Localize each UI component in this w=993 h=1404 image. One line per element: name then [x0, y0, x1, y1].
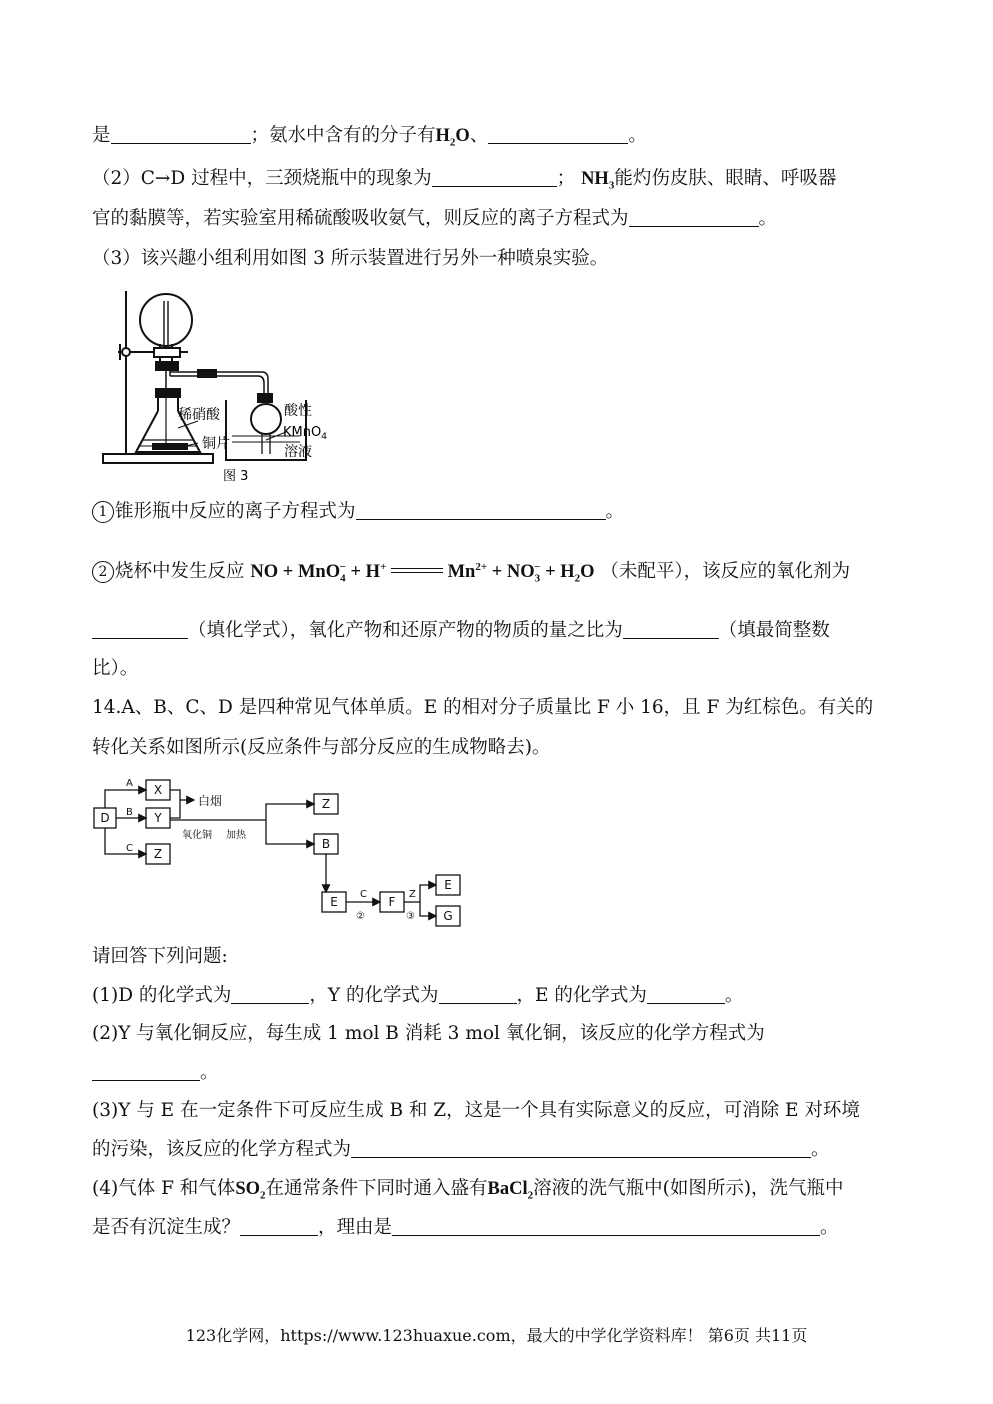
svg-text:A: A [126, 778, 133, 789]
q14-sub3: (3)Y 与 E 在一定条件下可反应生成 B 和 Z，这是一个具有实际意义的反应，可消除 E 对环境 [92, 1100, 860, 1121]
circled-number: 1 [92, 501, 114, 523]
page-footer: 123化学网，https://www.123huaxue.com，最大的中学化学资料库！ 第6页 共11页 [185, 1326, 808, 1345]
q14-conversion-diagram [90, 774, 470, 930]
q14-sub3-line2: 的污染，该反应的化学方程式为 。 [92, 1139, 830, 1160]
answer-blank[interactable] [629, 208, 759, 227]
circled-number: 2 [92, 561, 114, 583]
answer-blank[interactable] [647, 985, 725, 1004]
svg-text:G: G [443, 909, 453, 923]
formula-nh3: $NH_3$ [581, 169, 615, 192]
svg-text:E: E [330, 895, 338, 909]
q13-part3: （3）该兴趣小组利用如图 3 所示装置进行另外一种喷泉实验。 [92, 248, 609, 269]
label-acidic: 酸性 [284, 403, 312, 419]
svg-text:D: D [100, 811, 110, 825]
q14-sub4: (4)气体 F 和气体$SO_2$在通常条件下同时通入盛有BaCl$_2$溶液的洗气瓶中(如图所示)，洗气瓶中 [92, 1178, 844, 1202]
q13-sub2-line3: 比）。 [92, 658, 139, 679]
answer-blank[interactable] [351, 1139, 811, 1158]
q14-line1: 14.A、B、C、D 是四种常见气体单质。E 的相对分子质量比 F 小 16，且 F 为红棕色。有关的 [92, 697, 874, 718]
figure-caption: 图 3 [223, 469, 249, 484]
q13-part2-line1: （2）C→D 过程中，三颈烧瓶中的现象为 ； $NH_3$能灼伤皮肤、眼睛、呼吸器 [92, 168, 837, 192]
svg-text:Y: Y [154, 811, 162, 825]
answer-blank[interactable] [231, 985, 309, 1004]
answer-blank[interactable] [240, 1217, 318, 1236]
label-dilute-nitric-acid: 稀硝酸 [178, 407, 220, 423]
answer-blank[interactable] [439, 985, 517, 1004]
q14-sub2: (2)Y 与氧化铜反应，每生成 1 mol B 消耗 3 mol 氧化铜，该反应的化学方程式为 [92, 1023, 765, 1044]
answer-blank[interactable] [92, 620, 188, 639]
svg-text:X: X [153, 783, 163, 797]
q13-sub2: 2 烧杯中发生反应 NO + MnO$_4$− + H+ $Mn^{2+} + NO_3^- + H_2O$ （未配平），该反应的氧化剂为 [92, 560, 850, 584]
svg-text:E: E [444, 878, 452, 892]
formula-h2o: $H_2O$ [435, 126, 470, 149]
svg-text:加热: 加热 [226, 830, 246, 841]
figure-3-apparatus [98, 286, 348, 486]
q13-part2-line2: 官的黏膜等，若实验室用稀硫酸吸收氨气，则反应的离子方程式为 。 [92, 208, 778, 229]
answer-blank[interactable] [432, 168, 557, 187]
answer-blank[interactable] [488, 125, 628, 144]
svg-text:Z: Z [409, 889, 416, 900]
svg-text:F: F [388, 895, 396, 909]
label-solution: 溶液 [284, 444, 312, 460]
label-kmno4: KMnO$_4$ [283, 425, 327, 442]
svg-text:Z: Z [321, 797, 331, 811]
formula-bacl2: BaCl$_2$ [487, 1179, 534, 1202]
formula-so2: $SO_2$ [235, 1179, 266, 1202]
svg-text:B: B [126, 807, 133, 818]
label-copper: 铜片 [202, 436, 230, 452]
svg-text:白烟: 白烟 [198, 794, 223, 808]
svg-text:②: ② [356, 911, 365, 922]
q13-sub1: 1 锥形瓶中反应的离子方程式为 。 [92, 500, 624, 524]
answer-blank[interactable] [92, 1062, 200, 1081]
svg-text:B: B [321, 837, 331, 851]
answer-blank[interactable] [356, 501, 606, 520]
svg-text:C: C [360, 889, 367, 900]
svg-text:③: ③ [406, 911, 415, 922]
q14-sub1: (1)D 的化学式为 ，Y 的化学式为 ，E 的化学式为 。 [92, 985, 744, 1006]
q14-ask: 请回答下列问题: [92, 946, 228, 967]
svg-text:Z: Z [153, 847, 163, 861]
answer-blank[interactable] [392, 1217, 820, 1236]
reaction-equation: NO + MnO$_4$− + H+ $Mn^{2+} + NO_3^- + H_2O$ [250, 560, 595, 585]
q14-sub4-line2: 是否有沉淀生成？ ，理由是 。 [92, 1217, 839, 1238]
q13-sub2-line2: （填化学式），氧化产物和还原产物的物质的量之比为 （填最简整数 [92, 619, 830, 643]
q13-line1: 是 ；氨水中含有的分子有$H_2O$、 。 [92, 125, 647, 149]
q14-line2: 转化关系如图所示(反应条件与部分反应的生成物略去)。 [92, 737, 551, 758]
answer-blank[interactable] [111, 125, 251, 144]
q14-sub2-line2: 。 [92, 1061, 219, 1085]
svg-text:C: C [126, 843, 133, 854]
svg-text:氧化铜: 氧化铜 [182, 830, 212, 841]
answer-blank[interactable] [623, 620, 719, 639]
